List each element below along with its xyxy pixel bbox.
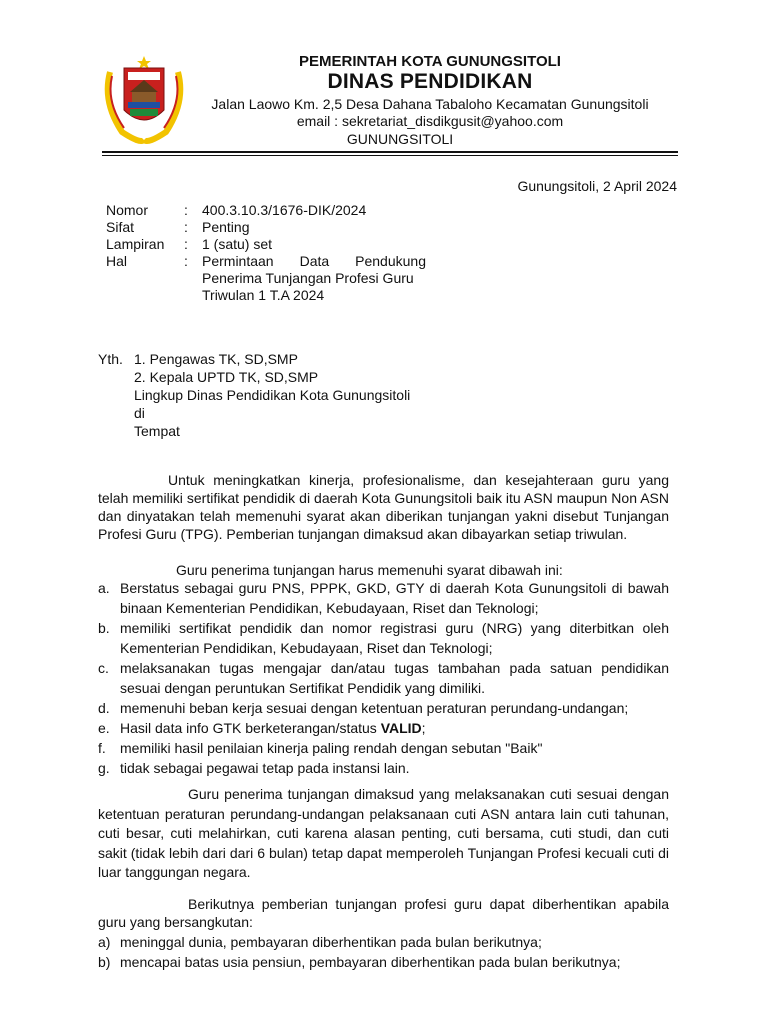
list-text-part: ; — [421, 720, 426, 736]
list-item — [98, 952, 669, 972]
meta-colon: : — [184, 253, 188, 269]
meta-colon: : — [184, 236, 188, 252]
paragraph-1 — [98, 471, 669, 543]
agency-address: Jalan Laowo Km. 2,5 Desa Dahana Tabaloho Kecamatan Gunungsitoli — [211, 96, 649, 112]
list-item — [98, 738, 669, 758]
meta-label: Hal — [106, 253, 128, 269]
list-item — [98, 718, 669, 738]
paragraph-2-text: Guru penerima tunjangan harus memenuhi syarat dibawah ini: — [176, 562, 563, 578]
meta-label: Sifat — [106, 219, 135, 235]
recipient-2: 2. Kepala UPTD TK, SD,SMP — [134, 369, 319, 385]
meta-nomor — [106, 202, 426, 219]
agency-email: email : sekretariat_disdikgusit@yahoo.com — [296, 113, 564, 129]
meta-value — [202, 253, 426, 304]
city-emblem-logo — [100, 52, 188, 144]
list-marker: e. — [98, 720, 110, 736]
list-item — [98, 578, 669, 618]
paragraph-4-text: Berikutnya pemberian tunjangan profesi guru dapat diberhentikan apabila guru yang bersangkutan: — [98, 896, 669, 930]
list-text: melaksanakan tugas mengajar dan/atau tugas tambahan pada satuan pendidikan sesuai dengan peruntukan Sertifikat Pendidik yang dimiliki. — [120, 660, 669, 696]
recipient-4: di — [134, 405, 145, 421]
letter-date: Gunungsitoli, 2 April 2024 — [517, 178, 677, 194]
list-item — [98, 758, 669, 778]
meta-value: Penting — [202, 219, 250, 235]
recipient-1: 1. Pengawas TK, SD,SMP — [134, 351, 298, 367]
list-text-part: Hasil data info GTK berketerangan/status — [120, 720, 381, 736]
meta-value: 1 (satu) set — [202, 236, 273, 252]
meta-value: 400.3.10.3/1676-DIK/2024 — [202, 202, 367, 218]
list-item — [98, 618, 669, 658]
list-marker: b) — [98, 954, 111, 970]
agency-name: DINAS PENDIDIKAN — [327, 70, 533, 93]
yth-label: Yth. — [98, 351, 123, 367]
list-item — [98, 698, 669, 718]
list-item — [98, 932, 669, 952]
requirements-list — [98, 578, 669, 778]
list-marker: a. — [98, 580, 110, 596]
recipient-block — [98, 350, 410, 440]
list-text: memiliki hasil penilaian kinerja paling rendah dengan sebutan "Baik" — [120, 740, 543, 756]
list-marker: a) — [98, 934, 111, 950]
paragraph-1-text: Untuk meningkatkan kinerja, profesionalisme, dan kesejahteraan guru yang telah memiliki sertifikat pendidik di daerah Kota Gunungsitoli baik itu ASN maupun Non ASN dan dinyatakan telah memenuhi syarat akan diberikan tunjangan yakni disebut Tunjangan Profesi Guru (TPG). Pemberian tunjangan dimaksud akan dibayarkan setiap triwulan. — [98, 472, 669, 542]
paragraph-4 — [98, 895, 669, 931]
list-text: memenuhi beban kerja sesuai dengan ketentuan peraturan perundang-undangan; — [120, 700, 629, 716]
list-marker: f. — [98, 740, 106, 756]
recipient-3: Lingkup Dinas Pendidikan Kota Gunungsitoli — [134, 387, 411, 403]
list-text: tidak sebagai pegawai tetap pada instansi lain. — [120, 760, 410, 776]
termination-list — [98, 932, 669, 972]
recipient-5: Tempat — [134, 423, 180, 439]
hal-line-2: Penerima Tunjangan Profesi Guru — [202, 270, 414, 286]
paragraph-3-text: Guru penerima tunjangan dimaksud yang melaksanakan cuti sesuai dengan ketentuan peraturan perundang-undangan pelaksanaan cuti ASN antara lain cuti tahunan, cuti besar, cuti melahirkan, cuti karena alasan penting, cuti bersama, cuti studi, dan cuti sakit (tidak lebih dari dari 6 bulan) tetap dapat memperoleh Tunjangan Profesi kecuali cuti di luar tanggungan negara. — [98, 786, 669, 880]
hal-line-1: Permintaan Data Pendukung — [202, 253, 426, 269]
list-text: memiliki sertifikat pendidik dan nomor registrasi guru (NRG) yang diterbitkan oleh Kementerian Pendidikan, Kebudayaan, Riset dan Teknologi; — [120, 620, 669, 656]
meta-hal — [106, 253, 426, 304]
list-marker: d. — [98, 700, 110, 716]
list-marker: g. — [98, 760, 110, 776]
list-text: meninggal dunia, pembayaran diberhentikan pada bulan berikutnya; — [120, 934, 542, 950]
letter-meta — [106, 202, 426, 304]
list-text: Berstatus sebagai guru PNS, PPPK, GKD, GTY di daerah Kota Gunungsitoli di bawah binaan Kementerian Pendidikan, Kebudayaan, Riset dan Teknologi; — [120, 580, 669, 616]
list-marker: b. — [98, 620, 110, 636]
valid-status: VALID — [380, 720, 422, 736]
list-marker: c. — [98, 660, 109, 676]
agency-city: GUNUNGSITOLI — [346, 131, 454, 147]
paragraph-2 — [98, 561, 669, 579]
meta-colon: : — [184, 219, 188, 235]
government-name: PEMERINTAH KOTA GUNUNGSITOLI — [299, 53, 561, 70]
letterhead-divider-thin — [102, 155, 678, 156]
meta-label: Lampiran — [106, 236, 165, 252]
list-item — [98, 658, 669, 698]
list-text — [120, 718, 669, 738]
list-text: mencapai batas usia pensiun, pembayaran diberhentikan pada bulan berikutnya; — [120, 954, 621, 970]
paragraph-3 — [98, 785, 669, 883]
meta-lampiran — [106, 236, 426, 253]
hal-line-3: Triwulan 1 T.A 2024 — [202, 287, 325, 303]
letterhead-divider-thick — [102, 151, 678, 153]
meta-colon: : — [184, 202, 188, 218]
meta-label: Nomor — [106, 202, 149, 218]
meta-sifat — [106, 219, 426, 236]
